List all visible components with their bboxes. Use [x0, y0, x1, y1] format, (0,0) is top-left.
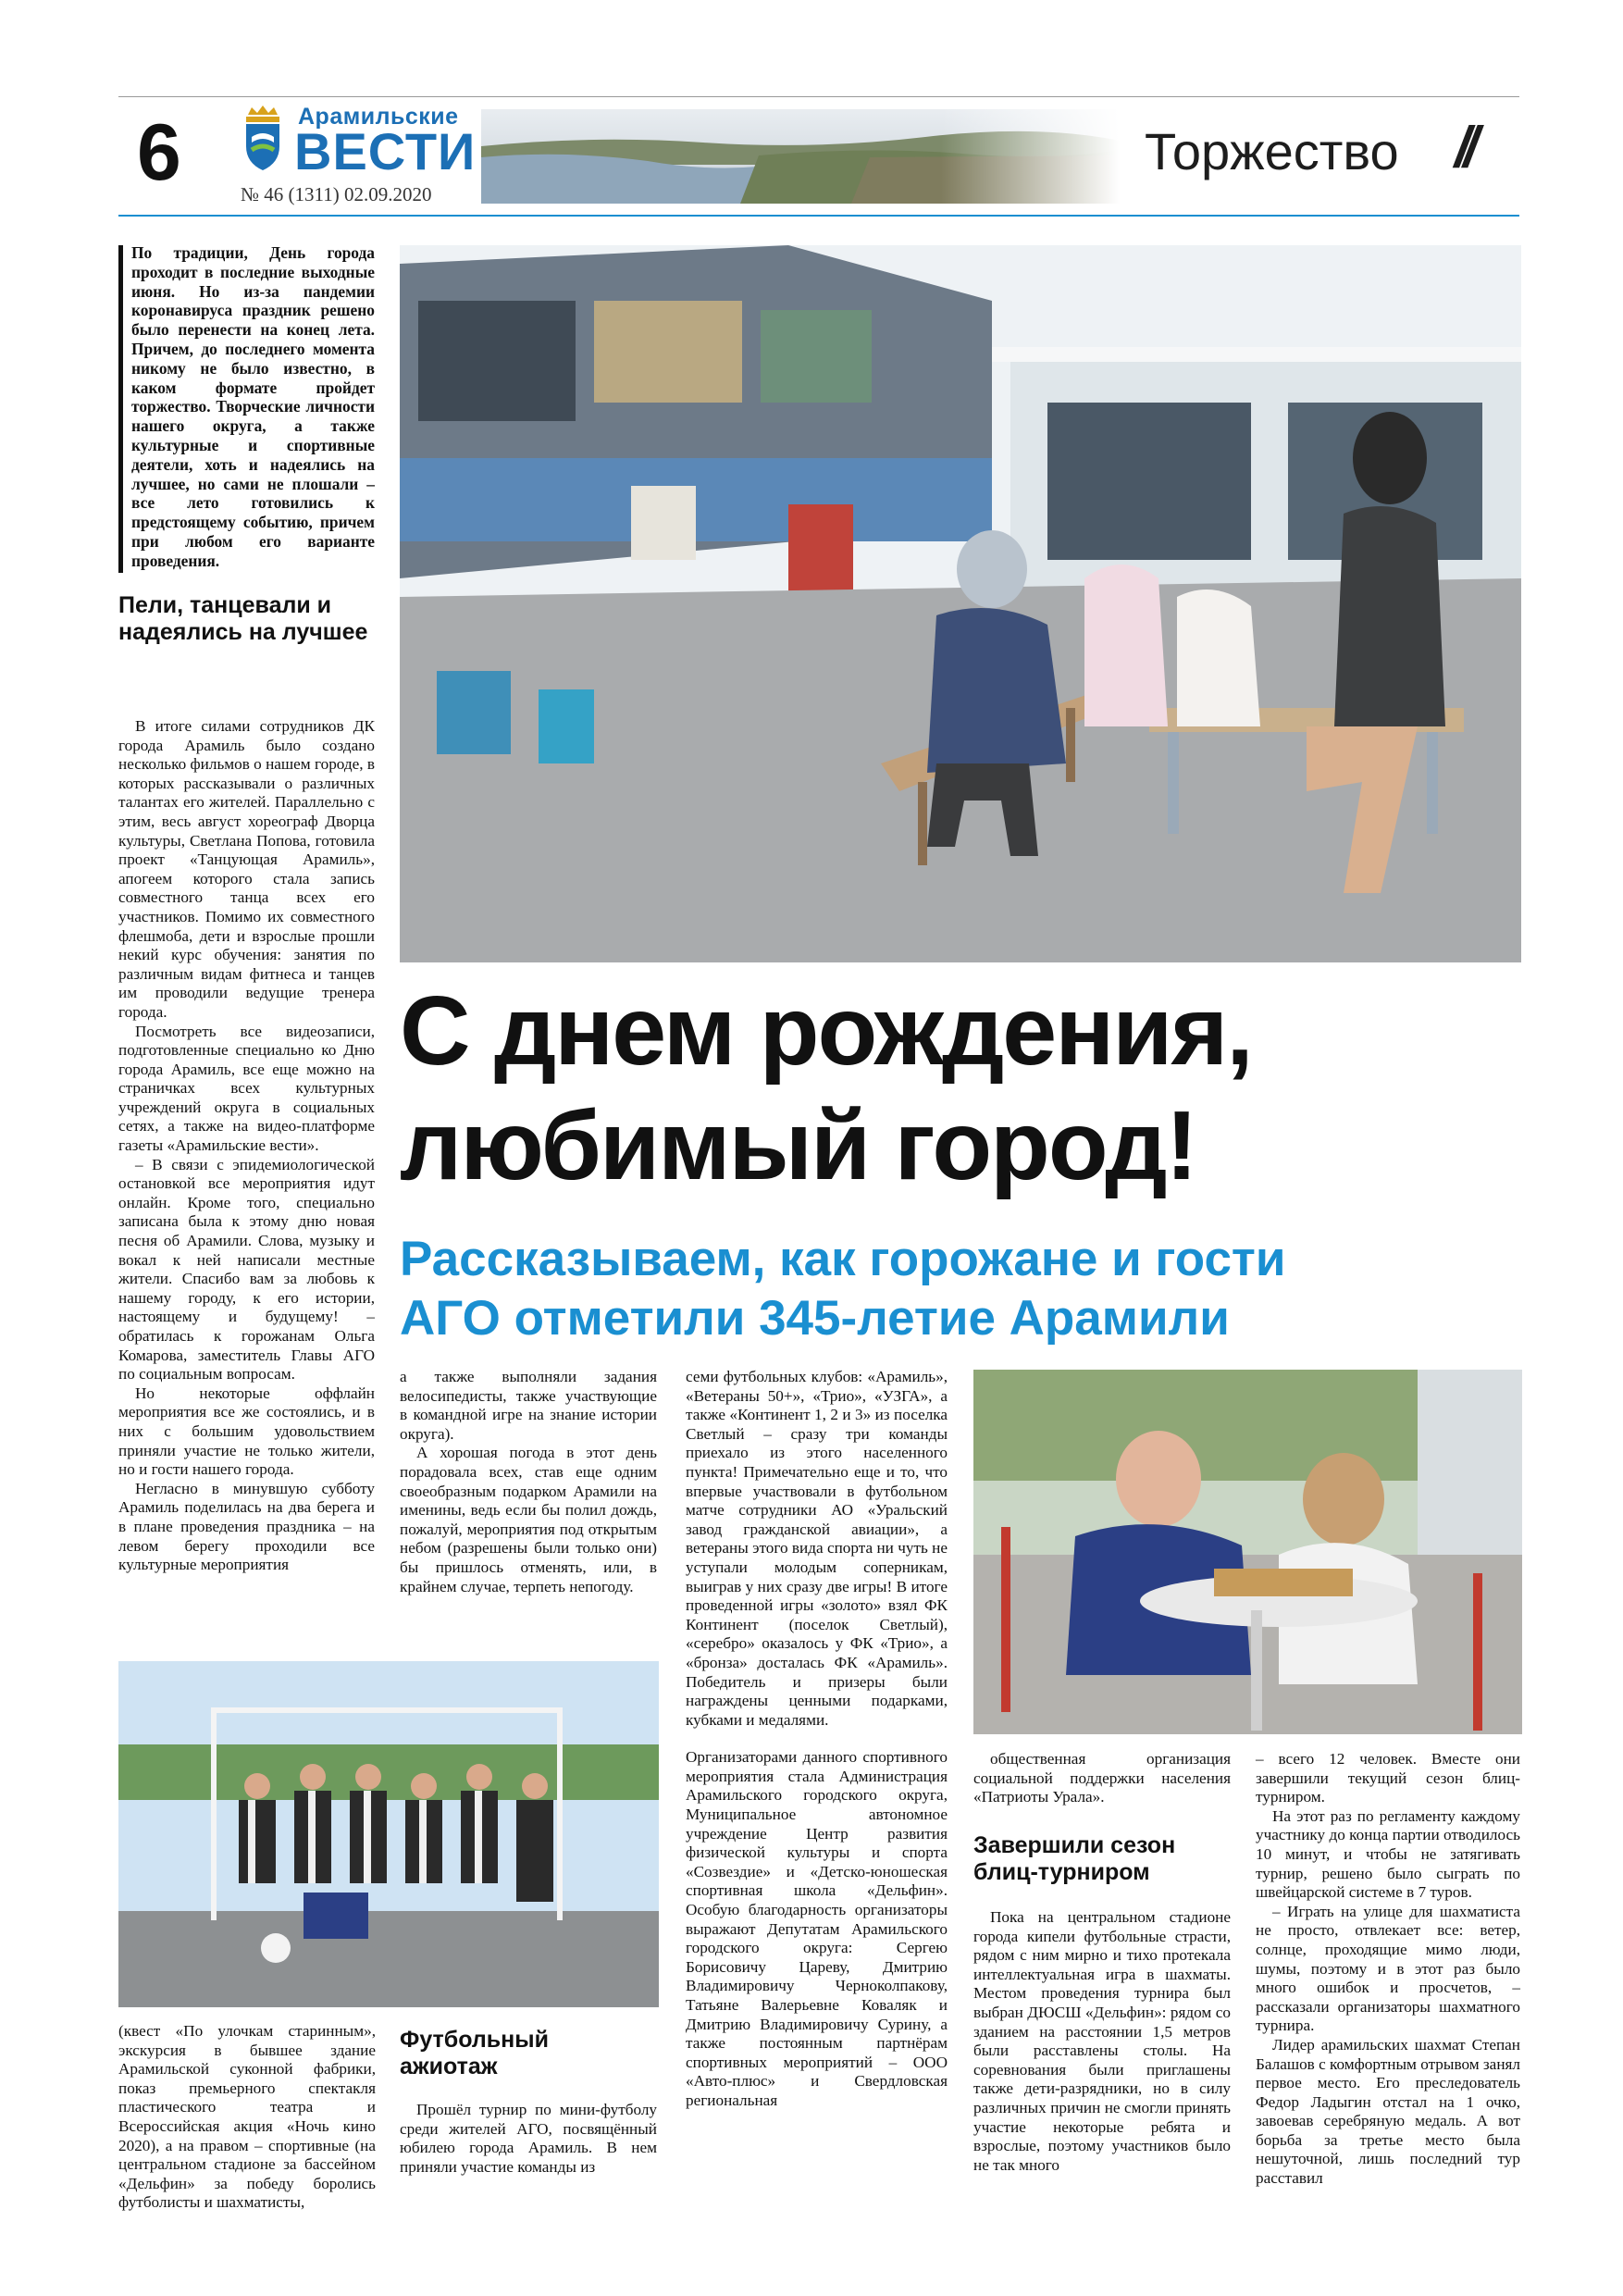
logo-line2: ВЕСТИ: [294, 122, 477, 180]
page-number: 6: [137, 108, 181, 197]
lead-paragraph: По традиции, День города проходит в последние выходные июня. Но из-за пандемии коронавируса праздник решено было перенести на конец лета. Причем, до последнего момента никому не было известно, в каком формате пройдет торжество. Творческие личности нашего округа, а также культурные и спортивные деятели, хоть и надеялись на лучшее, но сами не плошали – все лето готовились к предстоящему событию, причем при любом его варианте проведения.: [131, 243, 375, 570]
section-title: Торжество: [1145, 122, 1399, 180]
football-team-photo: [118, 1661, 659, 2007]
issue-number: № 46 (1311) 02.09.2020: [241, 183, 432, 205]
header-rule: [118, 215, 1519, 217]
top-rule: [118, 96, 1519, 97]
subtitle-line1: Рассказываем, как горожане и гости: [400, 1232, 1286, 1286]
masthead-panorama: [481, 109, 1120, 204]
column-1: В итоге силами сотрудников ДК города Арамиль было создано несколько фильмов о нашем городе, в которых рассказывали о различных талантах его жителей. Параллельно с этим, весь август хореограф Дворца культуры, Светлана Попова, готовила проект «Танцующая Арамиль», апогеем которого стала запись совместного танца всех его участников. Помимо их совместного флешмоба, дети и взрослые прошли некий курс обучения: занятия по различным видам фитнеса и танцев им проводили ведущие тренера города. Посмотреть все видеозаписи, подготовленные специально ко Дню города Арамиль, все еще можно на страничках всех культурных учреждений округа в социальных сетях, а также на видео-платформе газеты «Арамильские вести». – В связи с эпидемиологической остановкой все мероприятия идут онлайн. Кроме того, специально записана была к этому дню новая песня об Арамили. Слова, музыку и вокал к ней написали местные жители. Спасибо вам за любовь к нашему городу, к его истории, настоящему и будущему! – обратилась к горожанам Ольга Комарова, заместитель Главы АГО по социальным вопросам. Но некоторые оффлайн мероприятия все же состоялись, и в них с большим удовольствием приняли участие не только жители, но и гости нашего города. Негласно в минувшую субботу Арамиль поделилась на два берега и в плане проведения праздника – на левом берегу проходили все культурные мероприятия: [118, 717, 375, 1574]
subhead-blitz: Завершили сезон блиц-турниром: [973, 1832, 1176, 1885]
city-crest-icon: [242, 105, 283, 172]
column-2-bottom: Прошёл турнир по мини-футболу среди жителей АГО, посвящённый юбилею города Арамиль. В нем приняли участие команды из: [400, 2101, 657, 2176]
section-slashes: //: [1455, 116, 1472, 180]
headline-line2: любимый город!: [400, 1091, 1196, 1200]
column-4-top: общественная организация социальной поддержки населения «Патриоты Урала».: [973, 1750, 1231, 1806]
column-2: а также выполняли задания велосипедисты, также участвующие в командной игре на знание истории округа). А хорошая погода в этот день порадовала всех, став еще одним своеобразным подарком Арамили на именины, ведь если бы полил дождь, пожалуй, мероприятия под открытым небом (разрешены были только они) бы пришлось отменять, или, в крайнем случае, терпеть непогоду.: [400, 1368, 657, 1595]
headline-line1: С днем рождения,: [400, 976, 1252, 1086]
column-1-bottom: (квест «По улочкам старинным», экскурсия в бывшее здание Арамильской суконной фабрики, показ премьерного спектакля пластического театра и Всероссийская акция «Ночь кино 2020), а на правом – спортивные (на центральном стадионе за бассейном «Дельфин» за победу боролись футболисты и шахматисты,: [118, 2022, 376, 2212]
column-4: Пока на центральном стадионе города кипели футбольные страсти, рядом с ним мирно и тихо протекала интеллектуальная игра в шахматы. Местом проведения турнира был выбран ДЮСШ «Дельфин»: рядом со зданием на расстоянии 1,5 метров были расставлены столы. На соревнования были приглашены также дети-разрядники, но в силу различных причин не смогли принять участие некоторые ребята и взрослые, поэтому участников было не так много: [973, 1908, 1231, 2174]
subhead-football: Футбольный ажиотаж: [400, 2027, 549, 2079]
subtitle-line2: АГО отметили 345-летие Арамили: [400, 1291, 1230, 1346]
column-3: семи футбольных клубов: «Арамиль», «Ветераны 50+», «Трио», «УЗГА», а также «Континент 1, 2 и 3» из поселка Светлый – сразу три команды приехало из этого населенного пункта! Примечательно еще и то, что впервые участвовали в футбольном матче сотрудники АО «Уральский завод гражданской авиации», а ветераны этого вида спорта ни чуть не уступали молодым соперникам, выиграв у них сразу две игры! В итоге проведенной игры «золото» взял ФК Континент (поселок Светлый), «серебро» оказалось у ФК «Трио», а «бронза» досталась ФК «Арамиль». Победитель и призеры были награждены ценными подарками, кубками и медалями. Организаторами данного спортивного мероприятия стала Администрация Арамильского городского округа, Муниципальное автономное учреждение Центр развития физической культуры и спорта «Созвездие» и «Детско-юношеская спортивная школа «Дельфин». Особую благодарность организаторы выражают Депутатам Арамильского городского округа: Сергею Борисовичу Цареву, Дмитрию Владимировичу Черноколпакову, Татьяне Валерьевне Коваляк и Дмитрию Владимировичу Сурину, а также постоянным партнёрам спортивных мероприятий – ООО «Авто-плюс» и Свердловская региональная: [686, 1368, 948, 2109]
masthead-logo: [241, 102, 477, 194]
chess-photo: [973, 1370, 1522, 1734]
logo-line1: Арамильские: [298, 104, 459, 130]
subhead-sing-dance: Пели, танцевали и надеялись на лучшее: [118, 592, 368, 645]
column-5: – всего 12 человек. Вместе они завершили текущий сезон блиц-турниром. На этот раз по регламенту каждому участнику до конца партии отводилось 10 минут, и чтобы не затягивать турнир, решено было сыграть по швейцарской системе в 7 туров. – Играть на улице для шахматиста не просто, отвлекает все: ветер, солнце, проходящие мимо люди, шумы, поэтому и в этот раз было много ошибок и просчетов, – рассказали организаторы шахматного турнира. Лидер арамильских шахмат Степан Балашов с комфортным отрывом занял первое место. Его преследователь Федор Ладыгин отстал на 1 очко, завоевав серебряную медаль. А вот борьба за третье место была нешуточной, лишь последний тур расставил: [1256, 1750, 1520, 2188]
main-photo-audience: [400, 245, 1521, 962]
lead-bar: [118, 245, 123, 573]
